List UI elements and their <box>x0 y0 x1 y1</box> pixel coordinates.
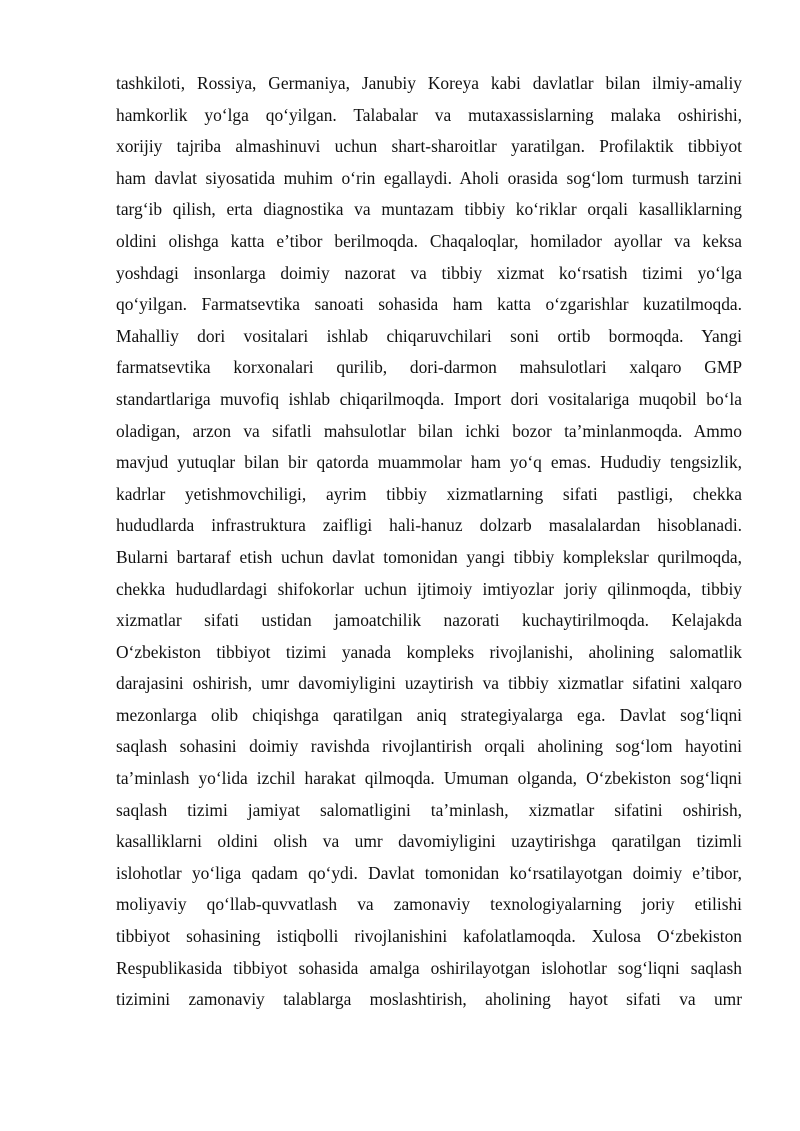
text-line: chekka hududlardagi shifokorlar uchun ijtimoiy imtiyozlar joriy qilinmoqda, tibbiy <box>116 578 742 599</box>
text-line: xizmatlar sifati ustidan jamoatchilik nazorati kuchaytirilmoqda. Kelajakda <box>116 610 742 631</box>
text-line: farmatsevtika korxonalari qurilib, dori-darmon mahsulotlari xalqaro GMP <box>116 357 742 378</box>
text-line: oladigan, arzon va sifatli mahsulotlar bilan ichki bozor ta’minlanmoqda. Ammo <box>116 420 742 441</box>
body-text <box>116 68 742 1016</box>
text-line: islohotlar yo‘liga qadam qo‘ydi. Davlat tomonidan ko‘rsatilayotgan doimiy e’tibor, <box>116 862 742 883</box>
text-line: saqlash tizimi jamiyat salomatligini ta’minlash, xizmatlar sifatini oshirish, <box>116 799 742 820</box>
text-line: ham davlat siyosatida muhim o‘rin egallaydi. Aholi orasida sog‘lom turmush tarzini <box>116 167 742 188</box>
text-line: kadrlar yetishmovchiligi, ayrim tibbiy xizmatlarning sifati pastligi, chekka <box>116 483 742 504</box>
text-line: saqlash sohasini doimiy ravishda rivojlantirish orqali aholining sog‘lom hayotini <box>116 736 742 757</box>
text-line: qo‘yilgan. Farmatsevtika sanoati sohasida ham katta o‘zgarishlar kuzatilmoqda. <box>116 294 742 315</box>
text-line: ta’minlash yo‘lida izchil harakat qilmoqda. Umuman olganda, O‘zbekiston sog‘liqni <box>116 768 742 789</box>
text-line: tizimini zamonaviy talablarga moslashtirish, aholining hayot sifati va umr <box>116 989 742 1010</box>
text-line: darajasini oshirish, umr davomiyligini uzaytirish va tibbiy xizmatlar sifatini xalqaro <box>116 673 742 694</box>
text-line: Mahalliy dori vositalari ishlab chiqaruvchilari soni ortib bormoqda. Yangi <box>116 325 742 346</box>
text-line: kasalliklarni oldini olish va umr davomiyligini uzaytirishga qaratilgan tizimli <box>116 831 742 852</box>
text-line: yoshdagi insonlarga doimiy nazorat va tibbiy xizmat ko‘rsatish tizimi yo‘lga <box>116 262 742 283</box>
text-line: hamkorlik yo‘lga qo‘yilgan. Talabalar va mutaxassislarning malaka oshirishi, <box>116 104 742 125</box>
text-line: standartlariga muvofiq ishlab chiqarilmoqda. Import dori vositalariga muqobil bo‘la <box>116 388 742 409</box>
text-line: O‘zbekiston tibbiyot tizimi yanada kompleks rivojlanishi, aholining salomatlik <box>116 641 742 662</box>
text-line: Bularni bartaraf etish uchun davlat tomonidan yangi tibbiy komplekslar qurilmoqda, <box>116 546 742 567</box>
text-line: tashkiloti, Rossiya, Germaniya, Janubiy Koreya kabi davlatlar bilan ilmiy-amaliy <box>116 73 742 93</box>
text-line: oldini olishga katta e’tibor berilmoqda. Chaqaloqlar, homilador ayollar va keksa <box>116 230 742 251</box>
text-line: mezonlarga olib chiqishga qaratilgan aniq strategiyalarga ega. Davlat sog‘liqni <box>116 704 742 725</box>
text-line: targ‘ib qilish, erta diagnostika va muntazam tibbiy ko‘riklar orqali kasalliklarning <box>116 199 742 220</box>
text-line: tibbiyot sohasining istiqbolli rivojlanishini kafolatlamoqda. Xulosa O‘zbekiston <box>116 926 742 947</box>
text-line: moliyaviy qo‘llab-quvvatlash va zamonaviy texnologiyalarning joriy etilishi <box>116 894 742 915</box>
text-line: Respublikasida tibbiyot sohasida amalga oshirilayotgan islohotlar sog‘liqni saqlash <box>116 957 742 978</box>
text-line: xorijiy tajriba almashinuvi uchun shart-sharoitlar yaratilgan. Profilaktik tibbiyot <box>116 136 742 157</box>
text-line: hududlarda infrastruktura zaifligi hali-hanuz dolzarb masalalardan hisoblanadi. <box>116 515 742 536</box>
text-line: mavjud yutuqlar bilan bir qatorda muammolar ham yo‘q emas. Hududiy tengsizlik, <box>116 452 742 473</box>
